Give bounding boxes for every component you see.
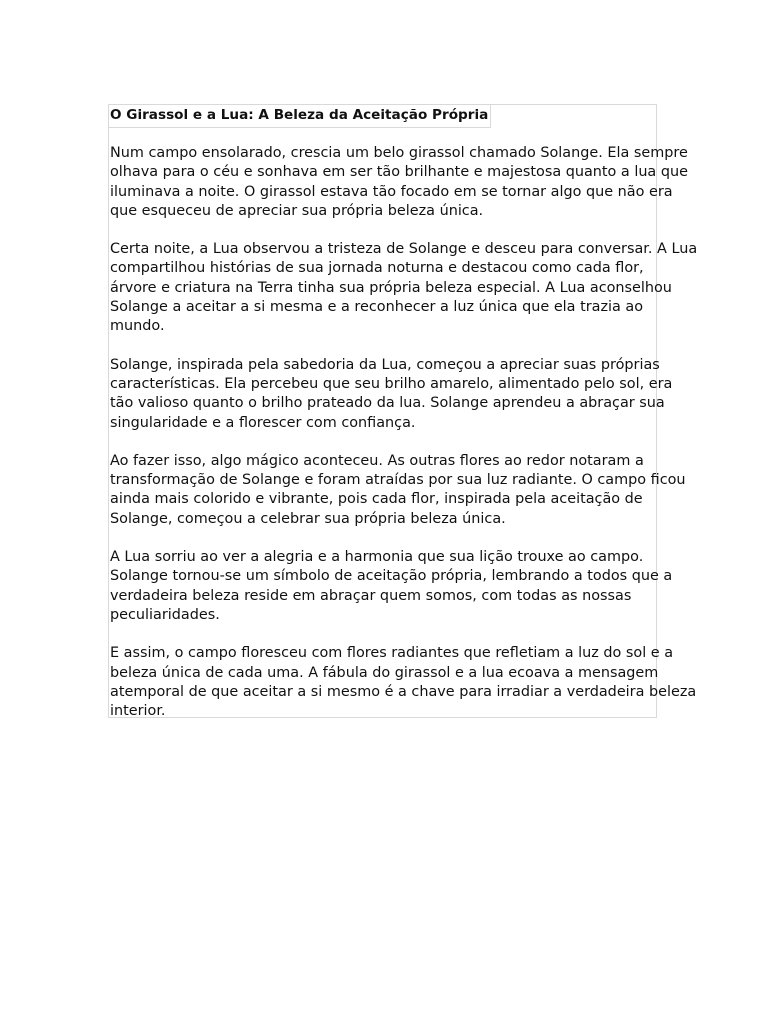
paragraph-3 xyxy=(110,356,673,433)
paragraph-line: Ao fazer isso, algo mágico aconteceu. As outras flores ao redor notaram a xyxy=(110,452,644,469)
paragraph-line: atemporal de que aceitar a si mesmo é a chave para irradiar a verdadeira beleza xyxy=(110,683,697,700)
paragraph-line: beleza única de cada uma. A fábula do girassol e a lua ecoava a mensagem xyxy=(110,664,659,681)
paragraph-5 xyxy=(110,548,673,625)
paragraph-1 xyxy=(110,144,688,221)
paragraph-2 xyxy=(110,240,698,336)
paragraph-line: interior. xyxy=(110,703,166,720)
paragraph-line: Num campo ensolarado, crescia um belo girassol chamado Solange. Ela sempre xyxy=(110,145,688,161)
paragraph-line: Solange, inspirada pela sabedoria da Lua, começou a apreciar suas próprias xyxy=(110,356,660,373)
paragraph-line: características. Ela percebeu que seu brilho amarelo, alimentado pelo sol, era xyxy=(110,375,673,392)
paragraph-line: transformação de Solange e foram atraídas por sua luz radiante. O campo ficou xyxy=(110,472,686,489)
paragraph-line: verdadeira beleza reside em abraçar quem somos, com todas as nossas xyxy=(110,587,632,604)
paragraph-line: árvore e criatura na Terra tinha sua própria beleza especial. A Lua aconselhou xyxy=(110,279,672,296)
paragraph-4 xyxy=(110,452,686,529)
paragraph-line: que esqueceu de apreciar sua própria beleza única. xyxy=(110,202,484,219)
paragraph-line: E assim, o campo floresceu com flores radiantes que refletiam a luz do sol e a xyxy=(110,645,674,662)
paragraph-line: Solange, começou a celebrar sua própria beleza única. xyxy=(110,510,506,527)
paragraph-line: Solange a aceitar a si mesma e a reconhecer a luz única que ela trazia ao xyxy=(110,299,644,316)
paragraph-line: compartilhou histórias de sua jornada noturna e destacou como cada flor, xyxy=(110,260,644,277)
paragraph-6 xyxy=(110,644,697,721)
paragraph-line: Certa noite, a Lua observou a tristeza de Solange e desceu para conversar. A Lua xyxy=(110,241,698,258)
paragraph-line: iluminava a noite. O girassol estava tão focado em se tornar algo que não era xyxy=(110,183,673,200)
document-body xyxy=(110,144,698,740)
paragraph-line: olhava para o céu e sonhava em ser tão brilhante e majestosa quanto a lua que xyxy=(110,164,688,181)
paragraph-line: Solange tornou-se um símbolo de aceitação própria, lembrando a todos que a xyxy=(110,568,673,585)
paragraph-line: singularidade e a florescer com confiança. xyxy=(110,414,416,431)
paragraph-line: peculiaridades. xyxy=(110,606,220,623)
paragraph-line: mundo. xyxy=(110,318,165,335)
paragraph-line: ainda mais colorido e vibrante, pois cada flor, inspirada pela aceitação de xyxy=(110,491,643,508)
paragraph-line: A Lua sorriu ao ver a alegria e a harmonia que sua lição trouxe ao campo. xyxy=(110,549,644,566)
document-title: O Girassol e a Lua: A Beleza da Aceitação Própria xyxy=(109,105,491,128)
paragraph-line: tão valioso quanto o brilho prateado da lua. Solange aprendeu a abraçar sua xyxy=(110,395,665,412)
